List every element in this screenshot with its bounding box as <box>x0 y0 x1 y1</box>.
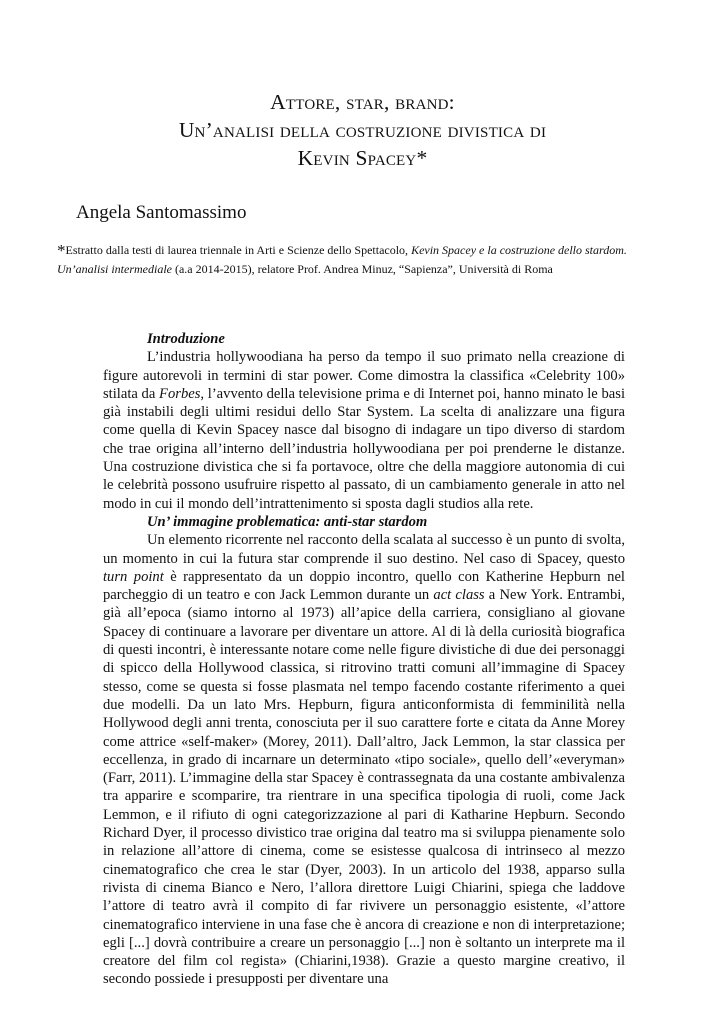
intro-paragraph <box>103 348 625 513</box>
p2-act-class: act class <box>433 587 485 604</box>
footnote-text-a: Estratto dalla testi di laurea triennale in Arti e Scienze dello Spettacolo, <box>65 243 412 257</box>
paper-title <box>0 88 725 172</box>
title-line-3: Kevin Spacey* <box>297 146 428 170</box>
footnote-text-b: (a.a 2014-2015), relatore Prof. Andrea Minuz, “Sapienza”, Università di Roma <box>171 262 553 276</box>
p2-text-b: è rappresentato da un doppio incontro, quello con Katherine Hepburn nel parcheggio di un teatro e con Jack Lemmon durante un <box>103 568 625 604</box>
p2-text-a: Un elemento ricorrente nel racconto della scalata al successo è un punto di svolta, un momento in cui la futura star comprende il suo destino. Nel caso di Spacey, questo <box>103 532 625 567</box>
second-paragraph <box>103 531 625 988</box>
body-text <box>103 330 625 989</box>
p2-text-c: a New York. Entrambi, già all’epoca (siamo intorno al 1973) all’apice della carriera, consigliano al giovane Spacey di continuare a lavorare per diventare un attore. Al di là della curiosità biografica di questi incontri, è interessante notare come nelle figure divistiche di due dei personaggi di spicco della Hollywood classica, si ritrovino tratti comuni all’immagine di Spacey stesso, come se questa si fosse plasmata nel tempo facendo costante riferimento a quei due modelli. Da un lato Mrs. Hepburn, figura anticonformista di femminilità nella Hollywood degli anni trenta, conosciuta per il suo carattere forte e citata da Anne Morey come attrice «self-maker» (Morey, 2011). Dall’altro, Jack Lemmon, la star classica per eccellenza, in grado di incarnare un determinato «tipo sociale», quello dell’«everyman» (Farr, 2011). L’immagine della star Spacey è contrassegnata da una costante ambivalenza tra apparire e scomparire, tra rientrare in una specifica tipologia di ruoli, come Jack Lemmon, e il rifiuto di ogni categorizzazione al pari di Katharine Hepburn. Secondo Richard Dyer, il processo divistico trae origina dal teatro ma si sviluppa pienamente solo in relazione all’attore di cinema, come se esistesse qualcosa di intrinseco al mezzo cinematografico che crea le star (Dyer, 2003). In un articolo del 1938, apparso sulla rivista di cinema Bianco e Nero, l’allora direttore Luigi Chiarini, spiega che laddove l’attore di teatro avrà il compito di far rivivere un personaggio esistente, «l’attore cinematografico interviene in una fase che è ancora di creazione e non di interpretazione; egli [...] dovrà contribuire a creare un personaggio [...] non è soltanto un interprete ma il creatore del film col regista» (Chiarini,1938). Grazie a questo margine creativo, il secondo possiede i presupposti per diventare una <box>103 587 625 988</box>
footnote-marker: * <box>57 241 66 260</box>
intro-text-a: L’industria hollywoodiana ha perso da tempo il suo primato nella creazione di figure autorevoli in termini di star power. Come dimostra la classifica «Celebrity 100» stilata da <box>103 349 625 402</box>
title-line-1: Attore, star, brand: <box>270 90 455 114</box>
author-name: Angela Santomassimo <box>76 202 247 223</box>
intro-text-b: , l’avvento della televisione prima e di Internet poi, hanno minato le basi già instabili degli ultimi residui dello Star System. La scelta di analizzare una figura come quella di Kevin Spacey nasce dal bisogno di indagare un tipo diverso di stardom che trae origina all’interno dell’industria hollywoodiana per poi prenderne le distanze. Una costruzione divistica che si fa portavoce, oltre che della maggiore autonomia di cui le celebrità possono usufruire rispetto al passato, di un cambiamento generale in atto nel modo in cui il mondo dell’intrattenimento si sposta dagli studios alla rete. <box>103 385 625 512</box>
section-heading-second: Un’ immagine problematica: anti-star stardom <box>147 513 428 530</box>
p2-turn-point: turn point <box>103 568 164 585</box>
title-line-2: Un’analisi della costruzione divistica di <box>178 118 547 142</box>
intro-forbes: Forbes <box>159 385 201 402</box>
section-heading-intro: Introduzione <box>147 331 225 347</box>
footnote-thesis-title: Kevin Spacey e la costruzione dello stardom. Un’analisi intermediale <box>57 243 627 276</box>
footnote <box>57 241 657 278</box>
